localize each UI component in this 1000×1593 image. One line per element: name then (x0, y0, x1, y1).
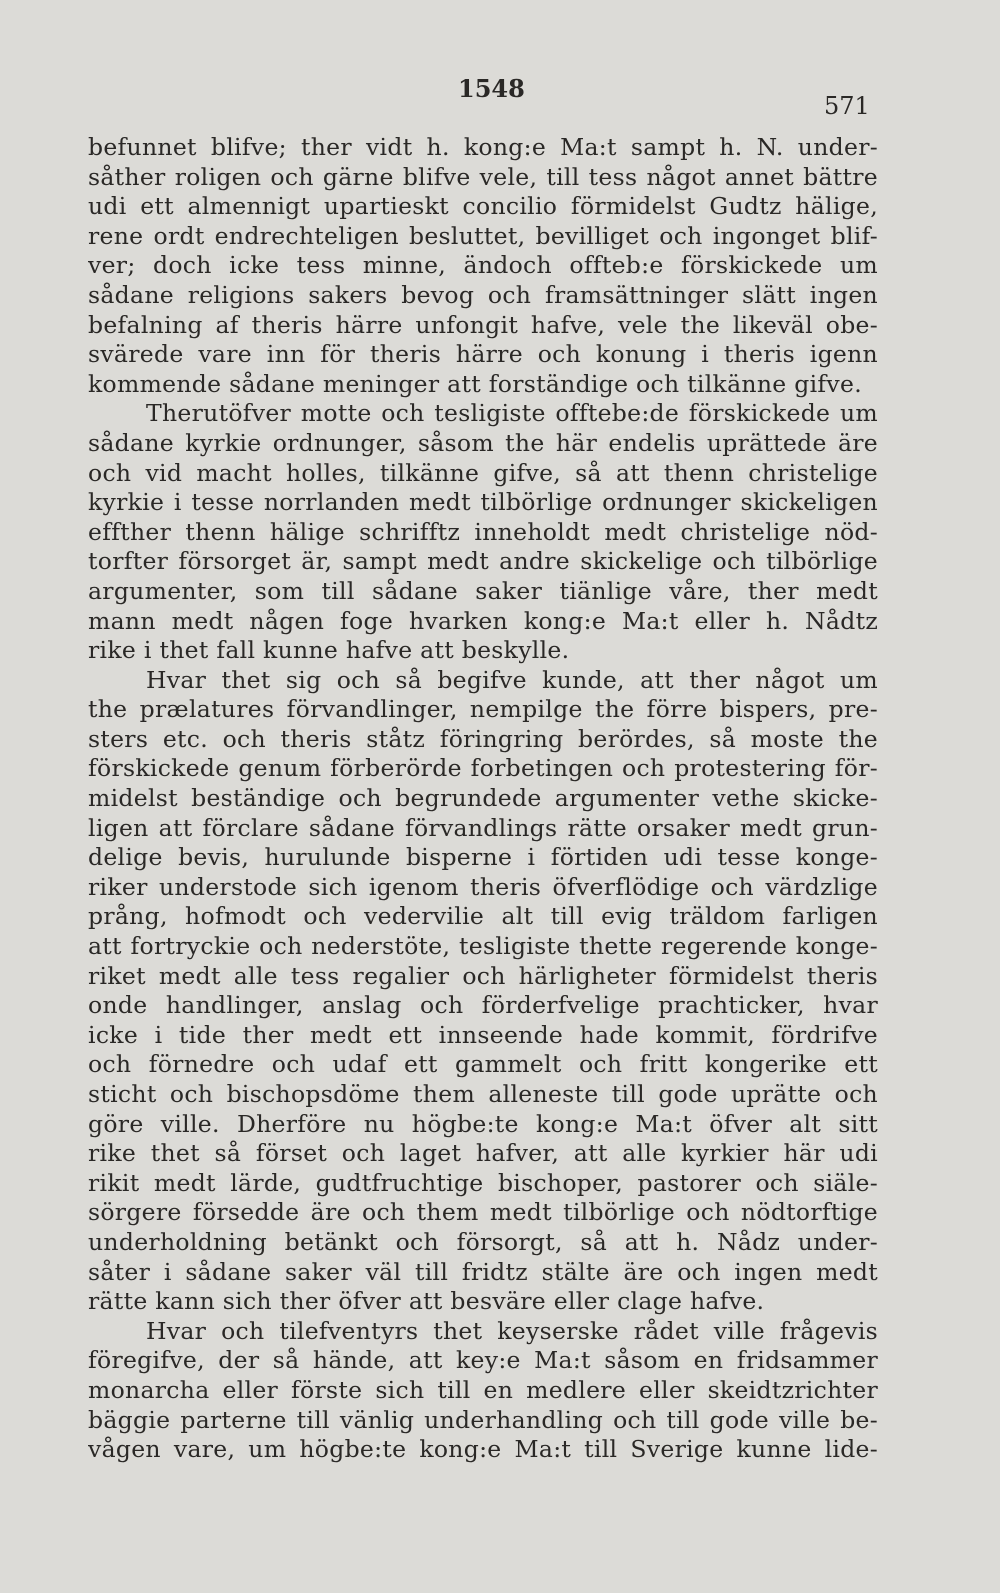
text-line: rikit medt lärde, gudtfruchtige bischoper, pastorer och siäle- (88, 1168, 878, 1197)
text-line: bäggie parterne till vänlig underhandling och till gode ville be- (88, 1405, 878, 1434)
text-line: torfter försorget är, sampt medt andre skickelige och tilbörlige (88, 547, 878, 576)
text-line: underholdning betänkt och försorgt, så att h. Nådz under- (88, 1227, 878, 1256)
text-line: och vid macht holles, tilkänne gifve, så att thenn christelige (88, 458, 878, 487)
text-line: riker understode sich igenom theris öfverflödige och värdzlige (88, 872, 878, 901)
text-line: sådane religions sakers bevog och framsättninger slätt ingen (88, 280, 878, 309)
text-line: befunnet blifve; ther vidt h. kong:e Ma:t sampt h. N. under- (88, 133, 878, 161)
text-line: the prælatures förvandlinger, nempilge the förre bispers, pre- (88, 695, 878, 724)
text-line: effther thenn hälige schrifftz inneholdt medt christelige nöd- (88, 517, 878, 546)
text-line: och förnedre och udaf ett gammelt och fritt kongerike ett (88, 1050, 878, 1079)
text-line: ligen att förclare sådane förvandlings rätte orsaker medt grun- (88, 813, 878, 842)
text-line: udi ett almennigt upartieskt concilio förmidelst Gudtz hälige, (88, 192, 878, 221)
text-line: göre ville. Dherföre nu högbe:te kong:e Ma:t öfver alt sitt (88, 1109, 878, 1138)
text-line: argumenter, som till sådane saker tiänlige våre, ther medt (88, 576, 878, 605)
page-year-heading: 1548 (458, 74, 525, 103)
text-line: Therutöfver motte och tesligiste offtebe:de förskickede um (146, 399, 878, 428)
text-line: rike i thet fall kunne hafve att beskylle. (88, 636, 570, 665)
text-line: delige bevis, hurulunde bisperne i förtiden udi tesse konge- (88, 843, 878, 872)
text-line: icke i tide ther medt ett innseende hade kommit, fördrifve (88, 1020, 878, 1049)
text-line: monarcha eller förste sich till en medlere eller skeidtzrichter (88, 1375, 878, 1404)
text-line: befalning af theris härre unfongit hafve, vele the likeväl obe- (88, 310, 878, 339)
text-line: såter i sådane saker väl till fridtz stälte äre och ingen medt (88, 1257, 878, 1286)
text-line: ver; doch icke tess minne, ändoch offteb:e förskickede um (88, 251, 878, 280)
text-line: vågen vare, um högbe:te kong:e Ma:t till Sverige kunne lide- (88, 1435, 878, 1464)
text-line: såther roligen och gärne blifve vele, till tess något annet bättre (88, 162, 878, 191)
text-line: riket medt alle tess regalier och härligheter förmidelst theris (88, 961, 878, 990)
text-line: svärede vare inn för theris härre och konung i theris igenn (88, 340, 878, 369)
text-line: sticht och bischopsdöme them alleneste till gode uprätte och (88, 1080, 878, 1108)
text-line: prång, hofmodt och vedervilie alt till evig träldom farligen (88, 902, 878, 931)
text-line: rätte kann sich ther öfver att besväre eller clage hafve. (88, 1287, 765, 1316)
text-line: rene ordt endrechteligen besluttet, bevilliget och ingonget blif- (88, 221, 878, 250)
text-line: förskickede genum förberörde forbetingen och protestering för- (88, 754, 878, 783)
text-line: kommende sådane meninger att forständige och tilkänne gifve. (88, 369, 862, 398)
text-line: kyrkie i tesse norrlanden medt tilbörlige ordnunger skickeligen (88, 488, 878, 517)
text-line: rike thet så förset och laget hafver, att alle kyrkier här udi (88, 1139, 878, 1168)
text-line: Hvar thet sig och så begifve kunde, att ther något um (146, 665, 878, 694)
text-line: onde handlinger, anslag och förderfvelige prachticker, hvar (88, 991, 878, 1020)
text-line: midelst beständige och begrundede argumenter vethe skicke- (88, 784, 878, 813)
text-line: föregifve, der så hände, att key:e Ma:t såsom en fridsammer (88, 1346, 878, 1375)
text-line: sådane kyrkie ordnunger, såsom the här endelis uprättede äre (88, 428, 878, 457)
text-line: sters etc. och theris ståtz föringring berördes, så moste the (88, 724, 878, 753)
body-text (88, 133, 878, 1465)
text-line: att fortryckie och nederstöte, tesligiste thette regerende konge- (88, 932, 878, 961)
text-line: Hvar och tilefventyrs thet keyserske rådet ville frågevis (146, 1316, 878, 1345)
page-number: 571 (824, 92, 870, 120)
text-line: sörgere försedde äre och them medt tilbörlige och nödtorftige (88, 1198, 878, 1227)
text-line: mann medt någen foge hvarken kong:e Ma:t eller h. Nådtz (88, 606, 878, 635)
